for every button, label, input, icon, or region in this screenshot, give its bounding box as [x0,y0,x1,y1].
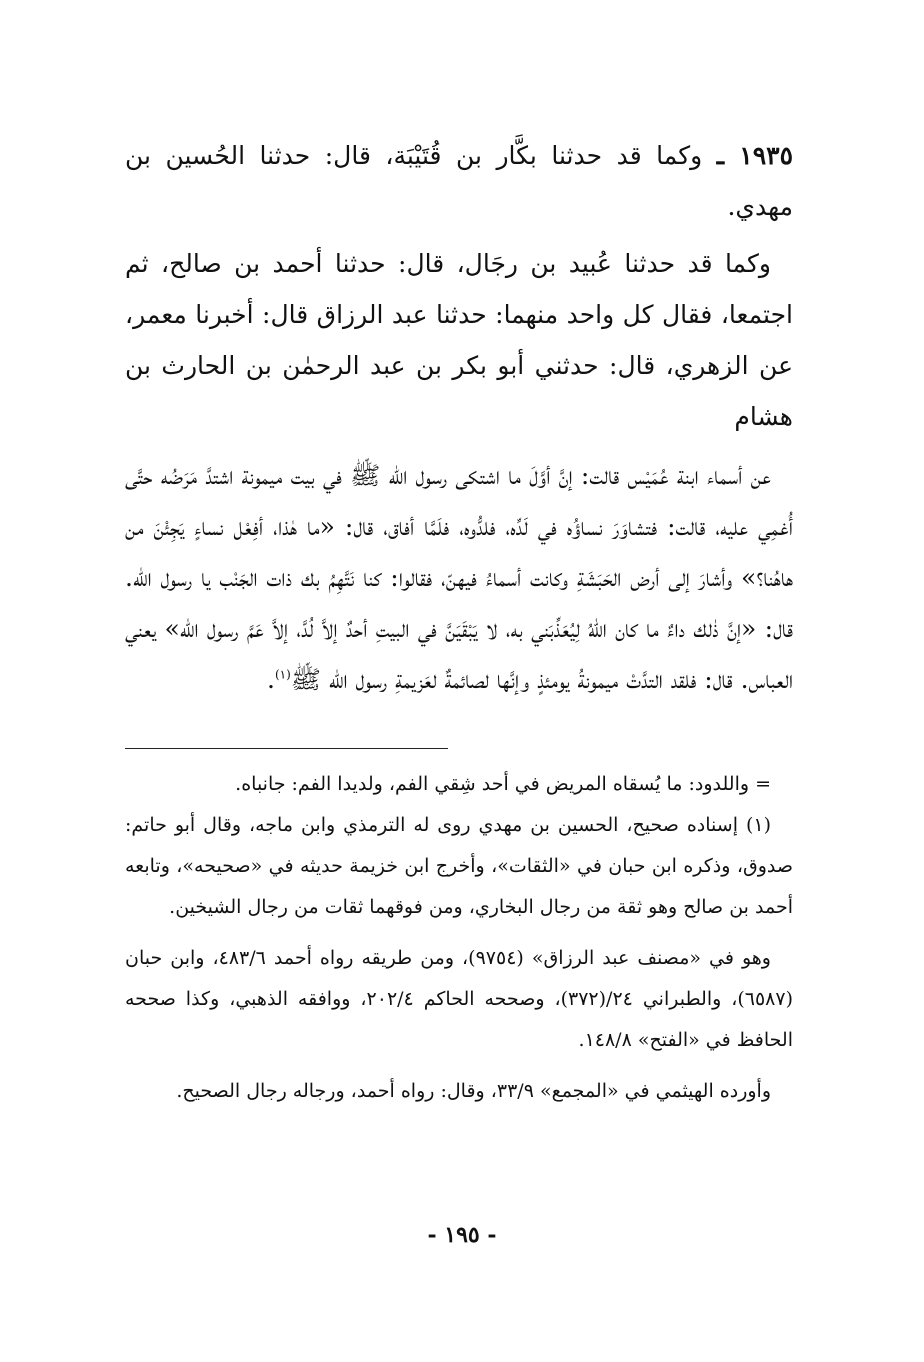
paragraph-3 [125,450,793,705]
footnote-1-majma: وأورده الهيثمي في «المجمع» ٣٣/٩، وقال: رواه أحمد، ورجاله رجال الصحيح. [176,1080,771,1102]
footnote-continued: = واللدود: ما يُسقاه المريض في أحد شِقي الفم، ولديدا الفم: جانباه. [235,773,771,795]
page-number: - ١٩٥ - [427,1222,497,1248]
paragraph-2: وكما قد حدثنا عُبيد بن رجَال، قال: حدثنا أحمد بن صالح، ثم اجتمعا، فقال كل واحد منهما: حدثنا عبد الرزاق قال: أخبرنا معمر، عن الزهري، قال: حدثني أبو بكر بن عبد الرحمٰن بن الحارث بن هشام [125,249,793,431]
paragraph-3-text: عن أسماء ابنة عُمَيْس قالت: إنَّ أوَّلَ ما اشتكى رسول الله ﷺ في بيت ميمونة اشتدَّ مَرَضُه حتَّى أُغمِي عليه، قالت: فتشاوَرَ نساؤُه في لَدِّه، فلدُّوه، فلَمَّا أفاق، قال: «ما هٰذا، أفِعْل نساءٍ يَجِئْنَ من هاهُنا؟» وأشارَ إلى أرض الحَبَشَةِ وكانت أسماءُ فيهنّ، فقالوا: كنا نَتَّهِمُ بك ذات الجَنْب يا رسول الله. قال: «إنَّ ذٰلك داءٌ ما كان اللهُ لِيُعَذِّبَني به، لا يَبْقَيَنَّ في البيتِ أحدٌ إلاَّ لُدَّ، إلاَّ عَمَّ رسول الله» يعني العباس. قال: فلقد التدَّتْ ميمونةُ يومئذٍ وإنَّها لصائمةٌ لعَزيمةِ رسول الله ﷺ [125,461,793,694]
hadith-number: ١٩٣٥ ـ [716,141,793,170]
footnote-1-sources: وهو في «مصنف عبد الرزاق» (٩٧٥٤)، ومن طريقه رواه أحمد ٤٨٣/٦، وابن حبان (٦٥٨٧)، والطبراني ٢٤/(٣٧٢)، وصححه الحاكم ٢٠٢/٤، ووافقه الذهبي، وكذا صححه الحافظ في «الفتح» ١٤٨/٨. [125,947,794,1051]
footnote-1: (١) إسناده صحيح، الحسين بن مهدي روى له الترمذي وابن ماجه، وقال أبو حاتم: صدوق، وذكره ابن حبان في «الثقات»، وأخرج ابن خزيمة حديثه في «صحيحه»، وتابعه أحمد بن صالح وهو ثقة من رجال البخاري، ومن فوقهما ثقات من رجال الشيخين. [125,814,793,918]
footnote-marker: (١) [274,667,291,682]
footnote-separator [125,748,448,749]
paragraph-1-text: وكما قد حدثنا بكَّار بن قُتَيْبَة، قال: حدثنا الحُسين بن مهدي. [125,141,793,221]
paragraph-3-end: . [266,665,275,694]
paragraph-1 [125,130,793,232]
footnotes [125,764,793,1112]
main-text [125,130,793,705]
